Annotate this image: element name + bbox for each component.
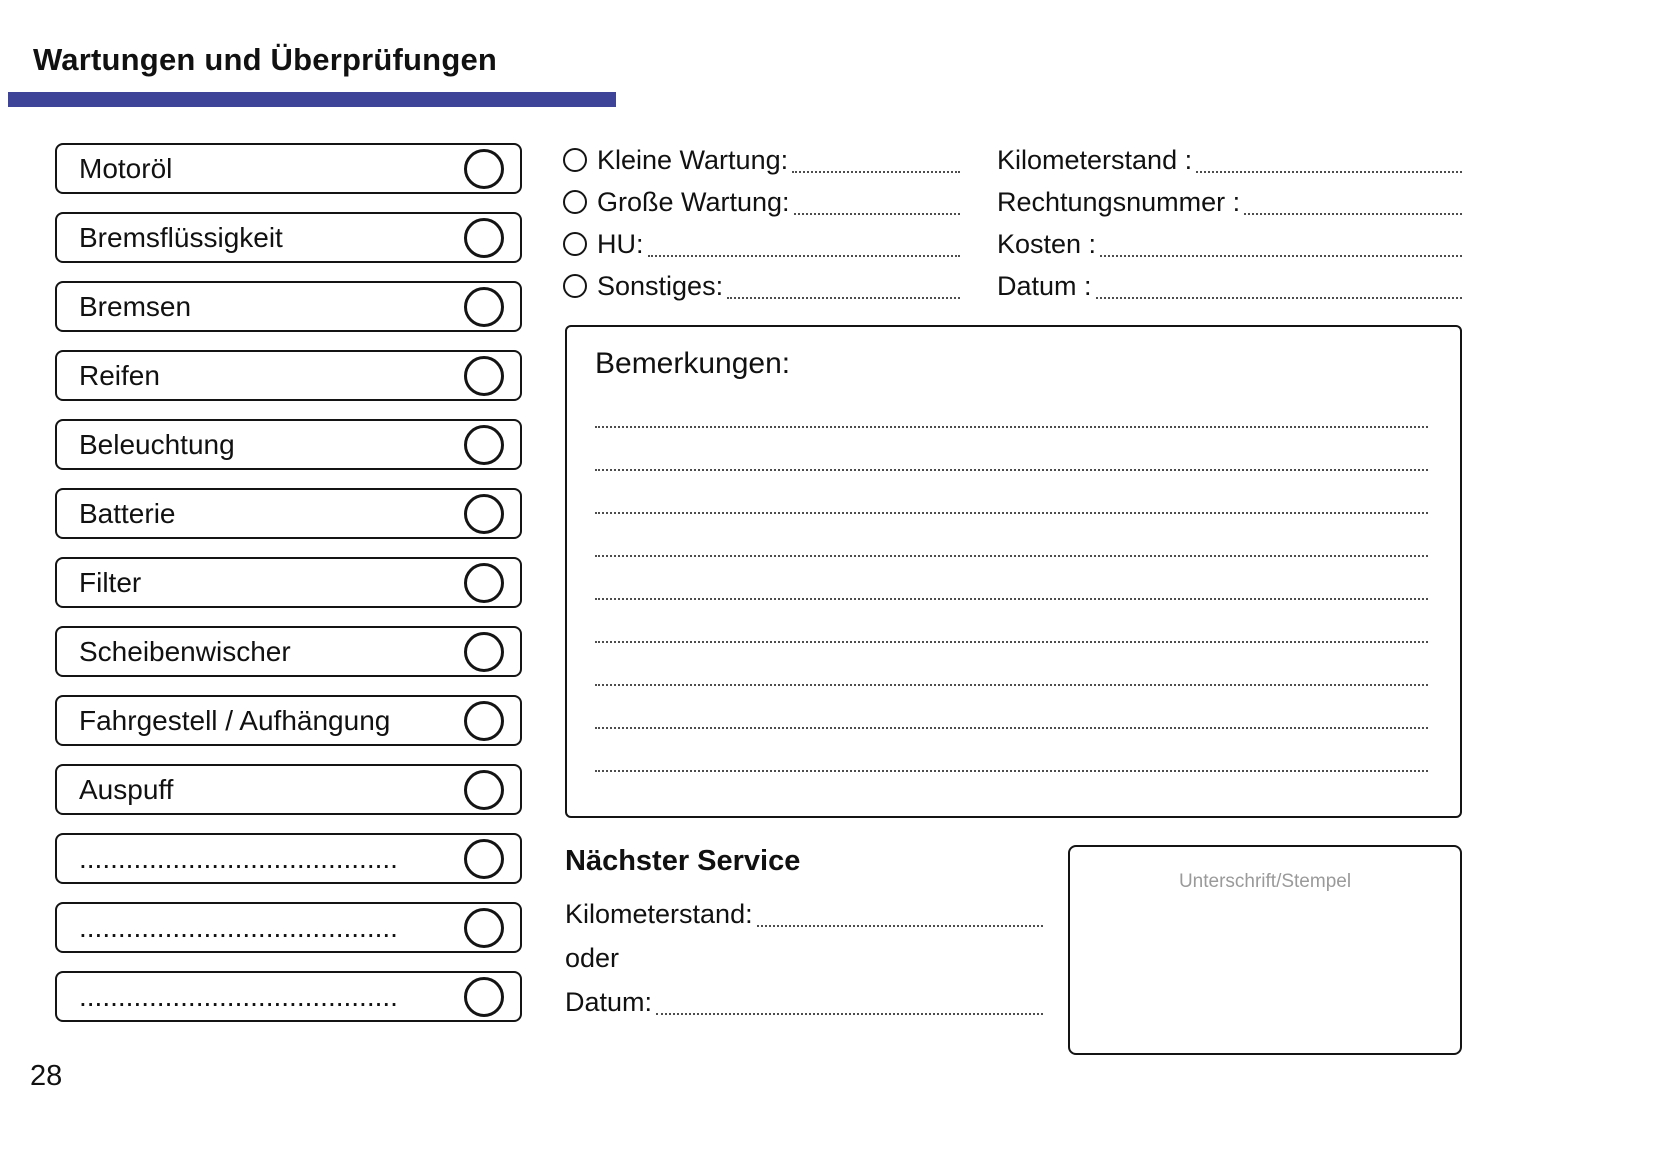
fill-line <box>757 901 1043 927</box>
checkbox-circle[interactable] <box>464 563 504 603</box>
checklist-item-label: ......................................... <box>79 980 398 1012</box>
fill-line <box>648 231 961 257</box>
page-number: 28 <box>30 1060 63 1092</box>
invoice-field-label: Rechtungsnummer : <box>997 186 1241 217</box>
checklist-row <box>55 626 522 677</box>
remark-dotted-line <box>595 428 1428 471</box>
checkbox-circle[interactable] <box>464 149 504 189</box>
next-service-section <box>565 845 1043 1028</box>
service-option-row <box>563 142 960 178</box>
radio-circle[interactable] <box>563 148 587 172</box>
fill-line <box>656 989 1043 1015</box>
checklist-item-label: Filter <box>79 566 142 598</box>
fill-line <box>1100 231 1462 257</box>
checklist-item-label: Motoröl <box>79 152 173 184</box>
checklist-item-label: Bremsen <box>79 290 192 322</box>
service-option-label: Große Wartung: <box>597 186 790 217</box>
remarks-lines <box>595 385 1428 772</box>
checklist-row <box>55 488 522 539</box>
remark-dotted-line <box>595 686 1428 729</box>
fill-line <box>794 189 960 215</box>
checkbox-circle[interactable] <box>464 908 504 948</box>
checklist-row <box>55 764 522 815</box>
invoice-field-label: Kosten : <box>997 228 1097 259</box>
invoice-field-row <box>997 268 1462 304</box>
checklist-row <box>55 350 522 401</box>
next-service-or-label: oder <box>565 942 620 973</box>
checklist-item-label: Fahrgestell / Aufhängung <box>79 704 391 736</box>
next-service-km-label: Kilometerstand: <box>565 898 753 929</box>
service-option-row <box>563 184 960 220</box>
invoice-field-label: Datum : <box>997 270 1092 301</box>
remarks-box <box>565 325 1462 818</box>
checkbox-circle[interactable] <box>464 494 504 534</box>
service-option-label: Sonstiges: <box>597 270 724 301</box>
remark-dotted-line <box>595 557 1428 600</box>
checklist-row <box>55 695 522 746</box>
service-option-label: HU: <box>597 228 644 259</box>
checklist-item-label: Auspuff <box>79 773 174 805</box>
signature-stamp-label: Unterschrift/Stempel <box>1178 871 1352 892</box>
remark-dotted-line <box>595 514 1428 557</box>
fill-line <box>792 147 960 173</box>
remark-dotted-line <box>595 600 1428 643</box>
remark-dotted-line <box>595 643 1428 686</box>
checklist-row <box>55 557 522 608</box>
checklist-item-label: Scheibenwischer <box>79 635 291 667</box>
checklist-item-label: Bremsflüssigkeit <box>79 221 283 253</box>
invoice-fields <box>997 142 1462 310</box>
next-service-km-row <box>565 896 1043 932</box>
checkbox-circle[interactable] <box>464 701 504 741</box>
invoice-field-label: Kilometerstand : <box>997 144 1193 175</box>
fill-line <box>1196 147 1462 173</box>
invoice-field-row <box>997 142 1462 178</box>
checklist-item-label: ......................................... <box>79 842 398 874</box>
checklist-row-blank <box>55 833 522 884</box>
checkbox-circle[interactable] <box>464 425 504 465</box>
fill-line <box>1096 273 1462 299</box>
next-service-title: Nächster Service <box>565 845 801 877</box>
checklist-item-label: Beleuchtung <box>79 428 235 460</box>
checkbox-circle[interactable] <box>464 287 504 327</box>
page-title: Wartungen und Überprüfungen <box>33 42 498 77</box>
checkbox-circle[interactable] <box>464 977 504 1017</box>
service-type-options <box>563 142 960 310</box>
fill-line <box>727 273 960 299</box>
maintenance-checklist <box>55 143 522 1040</box>
checklist-row-blank <box>55 971 522 1022</box>
service-option-row <box>563 226 960 262</box>
checklist-row <box>55 281 522 332</box>
radio-circle[interactable] <box>563 190 587 214</box>
checklist-row <box>55 143 522 194</box>
next-service-date-row <box>565 984 1043 1020</box>
radio-circle[interactable] <box>563 274 587 298</box>
checkbox-circle[interactable] <box>464 839 504 879</box>
radio-circle[interactable] <box>563 232 587 256</box>
remark-dotted-line <box>595 729 1428 772</box>
checklist-row <box>55 419 522 470</box>
remark-dotted-line <box>595 471 1428 514</box>
checkbox-circle[interactable] <box>464 632 504 672</box>
remark-dotted-line <box>595 385 1428 428</box>
service-option-row <box>563 268 960 304</box>
invoice-field-row <box>997 184 1462 220</box>
checkbox-circle[interactable] <box>464 218 504 258</box>
service-option-label: Kleine Wartung: <box>597 144 789 175</box>
checklist-item-label: Batterie <box>79 497 176 529</box>
checklist-item-label: Reifen <box>79 359 160 391</box>
fill-line <box>1244 189 1462 215</box>
checkbox-circle[interactable] <box>464 770 504 810</box>
checkbox-circle[interactable] <box>464 356 504 396</box>
title-accent-bar <box>8 92 616 107</box>
invoice-field-row <box>997 226 1462 262</box>
checklist-row-blank <box>55 902 522 953</box>
next-service-date-label: Datum: <box>565 986 653 1017</box>
checklist-item-label: ......................................... <box>79 911 398 943</box>
checklist-row <box>55 212 522 263</box>
signature-stamp-box <box>1068 845 1462 1055</box>
remarks-title: Bemerkungen: <box>595 347 791 380</box>
